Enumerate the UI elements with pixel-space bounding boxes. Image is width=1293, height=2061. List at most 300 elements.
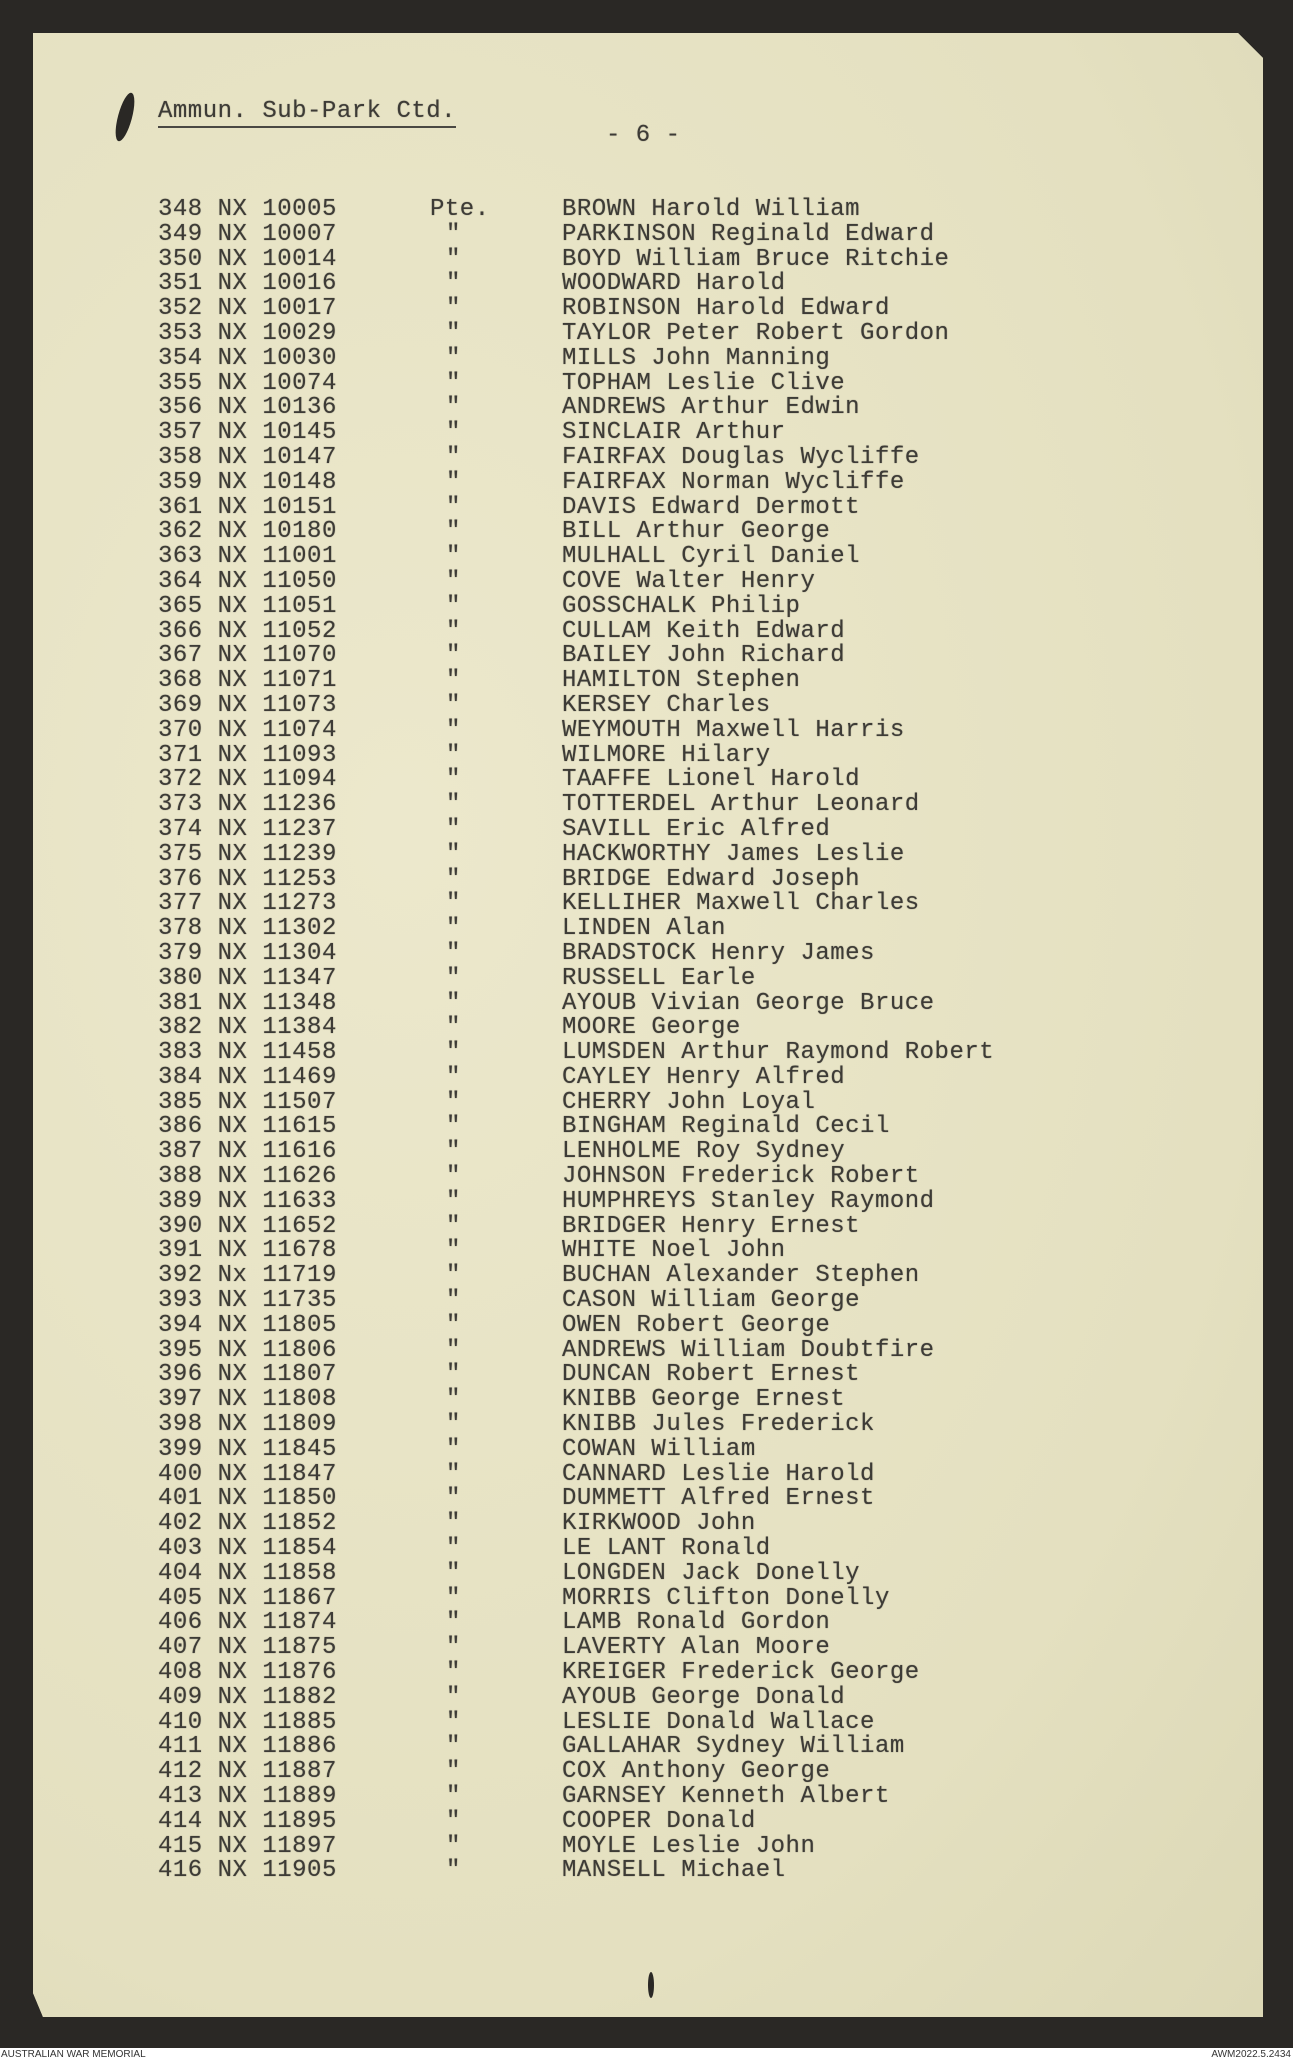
row-number: 363 — [158, 543, 203, 571]
row-number: 394 — [158, 1311, 203, 1339]
rank: " — [446, 344, 461, 372]
row-number: 393 — [158, 1287, 203, 1315]
soldier-name: TAYLOR Peter Robert Gordon — [562, 319, 950, 347]
paper-tear — [648, 1972, 654, 1998]
service-number — [158, 1611, 337, 1636]
row-number: 400 — [158, 1460, 203, 1488]
serial: 11050 — [262, 567, 337, 595]
rank: " — [446, 1857, 461, 1885]
serial: 11850 — [262, 1485, 337, 1513]
soldier-name: CAYLEY Henry Alfred — [562, 1063, 846, 1091]
serial: 11885 — [262, 1708, 337, 1736]
list-item — [0, 1140, 1293, 1165]
list-item — [0, 1413, 1293, 1438]
row-number: 357 — [158, 419, 203, 447]
rank: " — [446, 1733, 461, 1761]
row-number: 378 — [158, 915, 203, 943]
service-number — [158, 1311, 337, 1339]
service-number — [158, 1289, 337, 1314]
state-prefix: NX — [217, 1832, 248, 1860]
rank: " — [446, 1138, 461, 1166]
service-number — [158, 964, 337, 992]
state-prefix: NX — [217, 518, 248, 546]
soldier-name: JOHNSON Frederick Robert — [562, 1163, 920, 1191]
list-item — [0, 1559, 1293, 1587]
state-prefix: NX — [217, 394, 248, 422]
service-number — [158, 1683, 337, 1711]
soldier-name: TAAFFE Lionel Harold — [562, 766, 861, 794]
state-prefix: NX — [217, 592, 248, 620]
state-prefix: NX — [217, 1733, 248, 1761]
soldier-name: LONGDEN Jack Donelly — [562, 1559, 861, 1587]
row-number: 368 — [158, 667, 203, 695]
state-prefix: NX — [217, 1386, 248, 1414]
soldier-name: GOSSCHALK Philip — [562, 592, 801, 620]
service-number — [158, 1212, 337, 1240]
serial: 10029 — [262, 319, 337, 347]
row-number: 373 — [158, 791, 203, 819]
service-number — [158, 443, 337, 471]
serial: 11806 — [262, 1336, 337, 1364]
soldier-name: MORRIS Clifton Donelly — [562, 1584, 890, 1612]
state-prefix: NX — [217, 716, 248, 744]
row-number: 380 — [158, 964, 203, 992]
soldier-name: LAMB Ronald Gordon — [562, 1609, 831, 1637]
list-item — [0, 1435, 1293, 1463]
list-item — [0, 917, 1293, 942]
list-item — [0, 1264, 1293, 1289]
state-prefix: NX — [217, 667, 248, 695]
service-number — [158, 319, 337, 347]
serial: 11094 — [262, 766, 337, 794]
page-number: - 6 - — [606, 122, 681, 149]
rank: " — [446, 1832, 461, 1860]
soldier-name: DAVIS Edward Dermott — [562, 493, 861, 521]
service-number — [158, 1537, 337, 1562]
service-number — [158, 669, 337, 694]
list-item — [0, 220, 1293, 248]
soldier-name: MILLS John Manning — [562, 344, 831, 372]
rank: " — [446, 1361, 461, 1389]
service-number — [158, 1460, 337, 1488]
soldier-name: CASON William George — [562, 1287, 861, 1315]
footer — [0, 2048, 1293, 2061]
list-item — [0, 1460, 1293, 1488]
service-number — [158, 1388, 337, 1413]
soldier-name: COWAN William — [562, 1435, 756, 1463]
service-number — [158, 1512, 337, 1537]
soldier-name: FAIRFAX Douglas Wycliffe — [562, 443, 920, 471]
list-item — [0, 691, 1293, 719]
soldier-name: WEYMOUTH Maxwell Harris — [562, 716, 905, 744]
service-number — [158, 617, 337, 645]
service-number — [158, 1435, 337, 1463]
serial: 11384 — [262, 1014, 337, 1042]
soldier-name: SINCLAIR Arthur — [562, 419, 786, 447]
service-number — [158, 1187, 337, 1215]
soldier-name: DUMMETT Alfred Ernest — [562, 1485, 875, 1513]
rank: " — [446, 443, 461, 471]
serial: 11237 — [262, 815, 337, 843]
soldier-name: ROBINSON Harold Edward — [562, 295, 890, 323]
list-item — [0, 1289, 1293, 1314]
serial: 10014 — [262, 245, 337, 273]
list-item — [0, 741, 1293, 769]
serial: 10007 — [262, 220, 337, 248]
service-number — [158, 1363, 337, 1388]
list-item — [0, 1165, 1293, 1190]
rank: " — [446, 1708, 461, 1736]
list-item — [0, 1088, 1293, 1116]
rank: " — [446, 1187, 461, 1215]
rank: " — [446, 617, 461, 645]
state-prefix: NX — [217, 1336, 248, 1364]
service-number — [158, 493, 337, 521]
rank: " — [446, 1411, 461, 1439]
soldier-name: KNIBB Jules Frederick — [562, 1411, 875, 1439]
footer-institution: AUSTRALIAN WAR MEMORIAL — [1, 2049, 146, 2060]
list-item — [0, 716, 1293, 744]
serial: 11615 — [262, 1113, 337, 1141]
soldier-name: TOTTERDEL Arthur Leonard — [562, 791, 920, 819]
personnel-list — [0, 198, 1293, 1884]
soldier-name: KELLIHER Maxwell Charles — [562, 890, 920, 918]
state-prefix: NX — [217, 443, 248, 471]
service-number — [158, 989, 337, 1017]
row-number: 416 — [158, 1857, 203, 1885]
soldier-name: GARNSEY Kenneth Albert — [562, 1783, 890, 1810]
list-item — [0, 297, 1293, 322]
soldier-name: KIRKWOOD John — [562, 1510, 756, 1538]
list-item — [0, 1239, 1293, 1264]
state-prefix: NX — [217, 493, 248, 521]
list-item — [0, 865, 1293, 893]
service-number — [158, 272, 337, 297]
row-number: 382 — [158, 1014, 203, 1042]
rank: " — [446, 1386, 461, 1414]
service-number — [158, 1041, 337, 1066]
rank: " — [446, 1088, 461, 1116]
serial: 11858 — [262, 1559, 337, 1587]
row-number: 402 — [158, 1510, 203, 1538]
rank: " — [446, 493, 461, 521]
serial: 10151 — [262, 493, 337, 521]
list-item — [0, 396, 1293, 421]
soldier-name: TOPHAM Leslie Clive — [562, 369, 846, 397]
rank: " — [446, 468, 461, 496]
service-number — [158, 1016, 337, 1041]
state-prefix: NX — [217, 344, 248, 372]
row-number: 391 — [158, 1237, 203, 1265]
state-prefix: NX — [217, 1039, 248, 1067]
soldier-name: BAILEY John Richard — [562, 642, 846, 670]
soldier-name: BINGHAM Reginald Cecil — [562, 1113, 890, 1141]
list-item — [0, 1063, 1293, 1091]
rank: " — [446, 1584, 461, 1612]
service-number — [158, 691, 337, 719]
rank: " — [446, 865, 461, 893]
soldier-name: BUCHAN Alexander Stephen — [562, 1262, 920, 1290]
serial: 11348 — [262, 989, 337, 1017]
serial: 11805 — [262, 1311, 337, 1339]
list-item — [0, 1336, 1293, 1364]
list-item — [0, 669, 1293, 694]
soldier-name: AYOUB Vivian George Bruce — [562, 989, 935, 1017]
serial: 11847 — [262, 1460, 337, 1488]
rank: " — [446, 419, 461, 447]
soldier-name: MANSELL Michael — [562, 1857, 786, 1885]
list-item — [0, 1016, 1293, 1041]
serial: 11626 — [262, 1163, 337, 1191]
state-prefix: NX — [217, 1609, 248, 1637]
service-number — [158, 545, 337, 570]
rank: " — [446, 518, 461, 546]
state-prefix: NX — [217, 964, 248, 992]
row-number: 365 — [158, 592, 203, 620]
row-number: 370 — [158, 716, 203, 744]
list-item — [0, 1363, 1293, 1388]
serial: 10017 — [262, 295, 337, 323]
list-item — [0, 1512, 1293, 1537]
state-prefix: NX — [217, 840, 248, 868]
serial: 10147 — [262, 443, 337, 471]
state-prefix: NX — [217, 642, 248, 670]
row-number: 401 — [158, 1485, 203, 1513]
serial: 11652 — [262, 1212, 337, 1240]
state-prefix: NX — [217, 1014, 248, 1042]
service-number — [158, 344, 337, 372]
list-item — [0, 1661, 1293, 1686]
serial: 11874 — [262, 1609, 337, 1637]
state-prefix: NX — [217, 1435, 248, 1463]
state-prefix: NX — [217, 1460, 248, 1488]
service-number — [158, 396, 337, 421]
state-prefix: NX — [217, 468, 248, 496]
service-number — [158, 1708, 337, 1736]
list-item — [0, 493, 1293, 521]
list-item — [0, 1636, 1293, 1661]
rank: " — [446, 890, 461, 918]
list-item — [0, 1311, 1293, 1339]
row-number: 358 — [158, 443, 203, 471]
serial: 11809 — [262, 1411, 337, 1439]
soldier-name: OWEN Robert George — [562, 1311, 831, 1339]
rank: Pte. — [430, 196, 490, 223]
serial: 11304 — [262, 939, 337, 967]
service-number — [158, 793, 337, 818]
soldier-name: COX Anthony George — [562, 1758, 831, 1786]
soldier-name: MOYLE Leslie John — [562, 1832, 816, 1860]
rank: " — [446, 543, 461, 571]
rank: " — [446, 1535, 461, 1563]
soldier-name: RUSSELL Earle — [562, 964, 756, 992]
serial: 10136 — [262, 394, 337, 422]
service-number — [158, 1088, 337, 1116]
soldier-name: LESLIE Donald Wallace — [562, 1708, 875, 1736]
service-number — [158, 297, 337, 322]
row-number: 388 — [158, 1163, 203, 1191]
serial: 11236 — [262, 791, 337, 819]
rank: " — [446, 1460, 461, 1488]
service-number — [158, 1336, 337, 1364]
row-number: 389 — [158, 1187, 203, 1215]
soldier-name: LUMSDEN Arthur Raymond Robert — [562, 1039, 995, 1067]
serial: 11807 — [262, 1361, 337, 1389]
rank: " — [446, 815, 461, 843]
rank: " — [446, 1262, 461, 1290]
row-number: 397 — [158, 1386, 203, 1414]
list-item — [0, 1187, 1293, 1215]
soldier-name: HUMPHREYS Stanley Raymond — [562, 1187, 935, 1215]
list-item — [0, 1537, 1293, 1562]
rank: " — [446, 1063, 461, 1091]
rank: " — [446, 245, 461, 273]
state-prefix: NX — [217, 245, 248, 273]
row-number: 374 — [158, 815, 203, 843]
soldier-name: BOYD William Bruce Ritchie — [562, 245, 950, 273]
list-item — [0, 1683, 1293, 1711]
list-item — [0, 567, 1293, 595]
serial: 11239 — [262, 840, 337, 868]
state-prefix: NX — [217, 1237, 248, 1265]
rank: " — [446, 1014, 461, 1042]
row-number: 361 — [158, 493, 203, 521]
row-number: 356 — [158, 394, 203, 422]
state-prefix: NX — [217, 1708, 248, 1736]
document-header: Ammun. Sub-Park Ctd. — [158, 98, 456, 128]
row-number: 352 — [158, 295, 203, 323]
state-prefix: NX — [217, 1287, 248, 1315]
soldier-name: ANDREWS Arthur Edwin — [562, 394, 861, 422]
state-prefix: NX — [217, 939, 248, 967]
state-prefix: NX — [217, 1758, 248, 1786]
state-prefix: NX — [217, 1311, 248, 1339]
list-item — [0, 245, 1293, 273]
serial: 11719 — [262, 1262, 337, 1290]
service-number — [158, 245, 337, 273]
service-number — [158, 917, 337, 942]
row-number: 350 — [158, 245, 203, 273]
service-number — [158, 815, 337, 843]
row-number: 399 — [158, 1435, 203, 1463]
row-number: 415 — [158, 1832, 203, 1860]
state-prefix: NX — [217, 369, 248, 397]
row-number: 395 — [158, 1336, 203, 1364]
service-number — [158, 220, 337, 248]
service-number — [158, 1832, 337, 1860]
rank: " — [446, 642, 461, 670]
state-prefix: NX — [217, 890, 248, 918]
serial: 11458 — [262, 1039, 337, 1067]
row-number: 387 — [158, 1138, 203, 1166]
state-prefix: NX — [217, 865, 248, 893]
service-number — [158, 1735, 337, 1760]
rank: " — [446, 1435, 461, 1463]
state-prefix: NX — [217, 1411, 248, 1439]
rank: " — [446, 270, 461, 298]
list-item — [0, 443, 1293, 471]
rank: " — [446, 840, 461, 868]
row-number: 355 — [158, 369, 203, 397]
service-number — [158, 865, 337, 893]
list-item — [0, 198, 1293, 223]
rank: " — [446, 295, 461, 323]
row-number: 386 — [158, 1113, 203, 1141]
rank: " — [446, 1783, 461, 1810]
serial: 11875 — [262, 1634, 337, 1662]
soldier-name: BILL Arthur George — [562, 518, 831, 546]
rank: " — [446, 1634, 461, 1662]
state-prefix: NX — [217, 1187, 248, 1215]
service-number — [158, 1859, 337, 1884]
serial: 11678 — [262, 1237, 337, 1265]
row-number: 409 — [158, 1683, 203, 1711]
serial: 10074 — [262, 369, 337, 397]
rank: " — [446, 1212, 461, 1240]
serial: 10016 — [262, 270, 337, 298]
soldier-name: MOORE George — [562, 1014, 741, 1042]
soldier-name: BRIDGER Henry Ernest — [562, 1212, 861, 1240]
rank: " — [446, 989, 461, 1017]
state-prefix: NX — [217, 1807, 248, 1835]
soldier-name: WOODWARD Harold — [562, 270, 786, 298]
row-number: 369 — [158, 691, 203, 719]
state-prefix: NX — [217, 1683, 248, 1711]
state-prefix: NX — [217, 1113, 248, 1141]
soldier-name: WHITE Noel John — [562, 1237, 786, 1265]
row-number: 406 — [158, 1609, 203, 1637]
rank: " — [446, 1336, 461, 1364]
serial: 11074 — [262, 716, 337, 744]
state-prefix: NX — [217, 617, 248, 645]
serial: 11876 — [262, 1659, 337, 1687]
serial: 11051 — [262, 592, 337, 620]
row-number: 410 — [158, 1708, 203, 1736]
service-number — [158, 716, 337, 744]
list-item — [0, 964, 1293, 992]
rank: " — [446, 1683, 461, 1711]
row-number: 396 — [158, 1361, 203, 1389]
rank: " — [446, 1609, 461, 1637]
soldier-name: FAIRFAX Norman Wycliffe — [562, 468, 905, 496]
row-number: 411 — [158, 1733, 203, 1761]
service-number — [158, 1636, 337, 1661]
state-prefix: Nx — [217, 1262, 248, 1290]
soldier-name: KNIBB George Ernest — [562, 1386, 846, 1414]
row-number: 359 — [158, 468, 203, 496]
service-number — [158, 369, 337, 397]
soldier-name: LENHOLME Roy Sydney — [562, 1138, 846, 1166]
row-number: 407 — [158, 1634, 203, 1662]
row-number: 367 — [158, 642, 203, 670]
serial: 10005 — [262, 196, 337, 223]
soldier-name: HACKWORTHY James Leslie — [562, 840, 905, 868]
soldier-name: MULHALL Cyril Daniel — [562, 543, 861, 571]
rank: " — [446, 1807, 461, 1835]
row-number: 366 — [158, 617, 203, 645]
row-number: 385 — [158, 1088, 203, 1116]
rank: " — [446, 319, 461, 347]
row-number: 372 — [158, 766, 203, 794]
rank: " — [446, 1163, 461, 1191]
serial: 11273 — [262, 890, 337, 918]
soldier-name: CULLAM Keith Edward — [562, 617, 846, 645]
service-number — [158, 892, 337, 917]
serial: 11808 — [262, 1386, 337, 1414]
serial: 11905 — [262, 1857, 337, 1885]
list-item — [0, 644, 1293, 669]
rank: " — [446, 716, 461, 744]
